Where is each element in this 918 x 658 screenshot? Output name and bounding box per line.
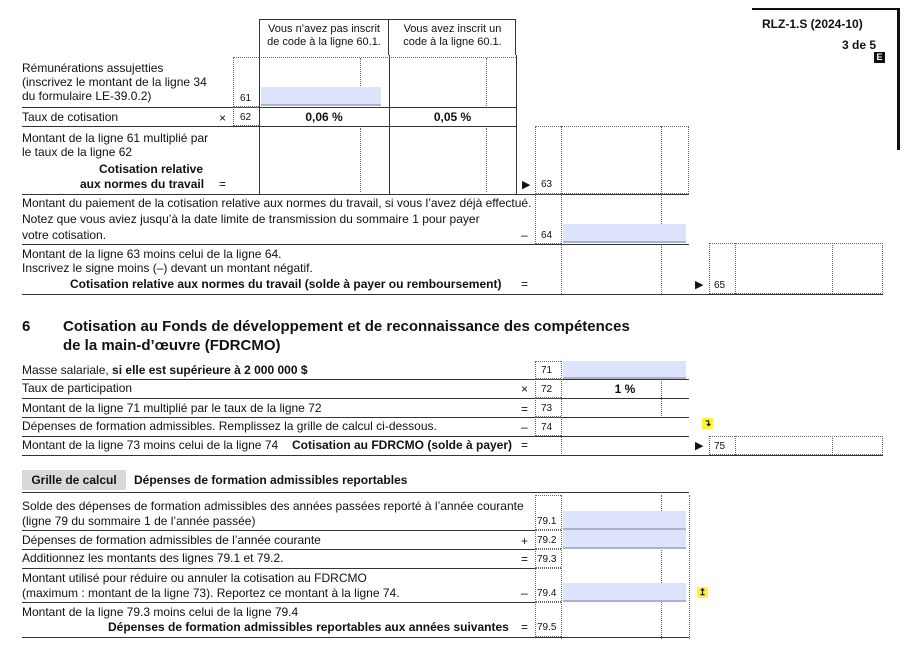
line-79-4-label-l2: (maximum : montant de la ligne 73). Reportez ce montant à la ligne 74.: [22, 586, 400, 600]
line-73-operator: =: [521, 402, 529, 416]
line-65-amount[interactable]: [735, 243, 883, 294]
line-64-operator: –: [521, 228, 528, 242]
line-63-label-l2: le taux de la ligne 62: [22, 145, 133, 159]
line-62-number: 62: [240, 112, 252, 123]
page-number: 3 de 5: [842, 38, 877, 52]
line-72-label: Taux de participation: [22, 381, 133, 395]
line-75-operator: =: [521, 438, 529, 452]
section-6-title-l1: Cotisation au Fonds de développement et de reconnaissance des compétences: [63, 318, 630, 335]
line-75-number: 75: [714, 441, 726, 452]
column-header-no-code-l1: Vous n’avez pas inscrit: [268, 23, 380, 35]
line-79-2-label: Dépenses de formation admissibles de l’année courante: [22, 533, 321, 547]
language-badge: E: [874, 52, 885, 63]
line-62-label: Taux de cotisation: [22, 110, 119, 124]
line-79-5-title: Dépenses de formation admissibles reportables aux années suivantes: [108, 620, 509, 634]
line-79-5-operator: =: [521, 620, 529, 634]
line-62-rate-no-code: 0,06 %: [305, 110, 343, 124]
line-64-label-l2: Notez que vous aviez jusqu’à la date limite de transmission du sommaire 1 pour payer: [22, 212, 480, 226]
line-61-label-l3: du formulaire LE-39.0.2): [22, 89, 152, 103]
line-75-arrow-icon: ▶: [695, 440, 704, 452]
column-header-with-code-l2: code à la ligne 60.1.: [403, 36, 502, 48]
section-6-title-l2: de la main-d’œuvre (FDRCMO): [63, 337, 281, 354]
line-75-label: Montant de la ligne 73 moins celui de la ligne 74: [22, 438, 279, 452]
line-64-number: 64: [541, 230, 553, 241]
line-62-operator: ×: [219, 111, 227, 125]
form-code: RLZ-1.S (2024-10): [762, 17, 863, 31]
line-75-title: Cotisation au FDRCMO (solde à payer): [292, 438, 513, 452]
arrow-up-marker-icon: ↥: [698, 587, 707, 597]
line-63-arrow-icon: ▶: [522, 179, 531, 191]
line-79-3-label: Additionnez les montants des lignes 79.1 et 79.2.: [22, 551, 284, 565]
line-62-rate-with-code: 0,05 %: [433, 110, 472, 124]
grille-tag: Grille de calcul: [22, 470, 126, 490]
line-64-label-l1: Montant du paiement de la cotisation relative aux normes du travail, si vous l’avez déjà effectué.: [22, 196, 532, 210]
line-63-operator: =: [219, 177, 227, 191]
line-73-number: 73: [541, 403, 553, 414]
line-75-amount[interactable]: [735, 436, 883, 455]
line-72-rate: 1 %: [614, 382, 636, 396]
line-79-4-number: 79.4: [537, 588, 557, 599]
line-79-1-label-l1: Solde des dépenses de formation admissibles des années passées reporté à l’année courante: [22, 499, 524, 513]
line-79-2-operator: +: [521, 534, 529, 548]
line-73-label: Montant de la ligne 71 multiplié par le taux de la ligne 72: [22, 401, 322, 415]
line-79-4-operator: –: [521, 586, 528, 600]
line-71-label: [22, 363, 308, 377]
section-6-number: 6: [22, 318, 31, 335]
line-79-3-operator: =: [521, 552, 529, 566]
line-79-1-number: 79.1: [537, 516, 557, 527]
line-74-operator: –: [521, 420, 528, 434]
line-79-1-input[interactable]: [563, 511, 686, 530]
line-79-4-input[interactable]: [563, 583, 686, 602]
line-61-input[interactable]: [261, 87, 381, 106]
grille-title: Dépenses de formation admissibles reportables: [134, 473, 408, 487]
arrow-down-marker-icon: ↴: [703, 418, 712, 428]
line-61-label-l1: Rémunérations assujetties: [22, 61, 164, 75]
line-79-4-label-l1: Montant utilisé pour réduire ou annuler la cotisation au FDRCMO: [22, 571, 367, 585]
line-79-5-number: 79.5: [537, 622, 557, 633]
line-79-1-label-l2: (ligne 79 du sommaire 1 de l’année passée): [22, 514, 256, 528]
line-64-input[interactable]: [563, 224, 686, 243]
line-63-label-l1: Montant de la ligne 61 multiplié par: [22, 131, 209, 145]
line-65-number: 65: [714, 280, 726, 291]
line-64-label-l3: votre cotisation.: [22, 228, 107, 242]
line-79-3-number: 79.3: [537, 554, 557, 565]
column-header-no-code-l2: de code à la ligne 60.1.: [267, 36, 381, 48]
line-65-label-l2: Inscrivez le signe moins (–) devant un montant négatif.: [22, 261, 313, 275]
line-71-input[interactable]: [563, 361, 686, 379]
line-79-2-number: 79.2: [537, 535, 557, 546]
line-63-title-l1: Cotisation relative: [99, 162, 204, 176]
line-71-label-text: Masse salariale,: [22, 363, 113, 377]
line-61-label-l2: (inscrivez le montant de la ligne 34: [22, 75, 207, 89]
line-63-number: 63: [541, 179, 553, 190]
line-74-number: 74: [541, 422, 553, 433]
column-header-with-code-l1: Vous avez inscrit un: [403, 23, 502, 35]
line-74-label: Dépenses de formation admissibles. Remplissez la grille de calcul ci-dessous.: [22, 419, 437, 433]
line-79-5-label-l1: Montant de la ligne 79.3 moins celui de la ligne 79.4: [22, 605, 299, 619]
line-65-title: Cotisation relative aux normes du travail (solde à payer ou remboursement): [70, 277, 502, 291]
line-65-operator: =: [521, 277, 529, 291]
line-72-operator: ×: [521, 382, 529, 396]
line-63-title-l2: aux normes du travail: [80, 177, 205, 191]
line-65-arrow-icon: ▶: [695, 279, 704, 291]
line-71-label-bold: si elle est supérieure à 2 000 000 $: [112, 363, 308, 377]
line-61-number: 61: [240, 93, 252, 104]
line-71-number: 71: [541, 365, 553, 376]
line-63-amount[interactable]: [561, 126, 689, 194]
line-79-2-input[interactable]: [563, 530, 686, 549]
line-72-number: 72: [541, 384, 553, 395]
line-65-label-l1: Montant de la ligne 63 moins celui de la ligne 64.: [22, 247, 282, 261]
